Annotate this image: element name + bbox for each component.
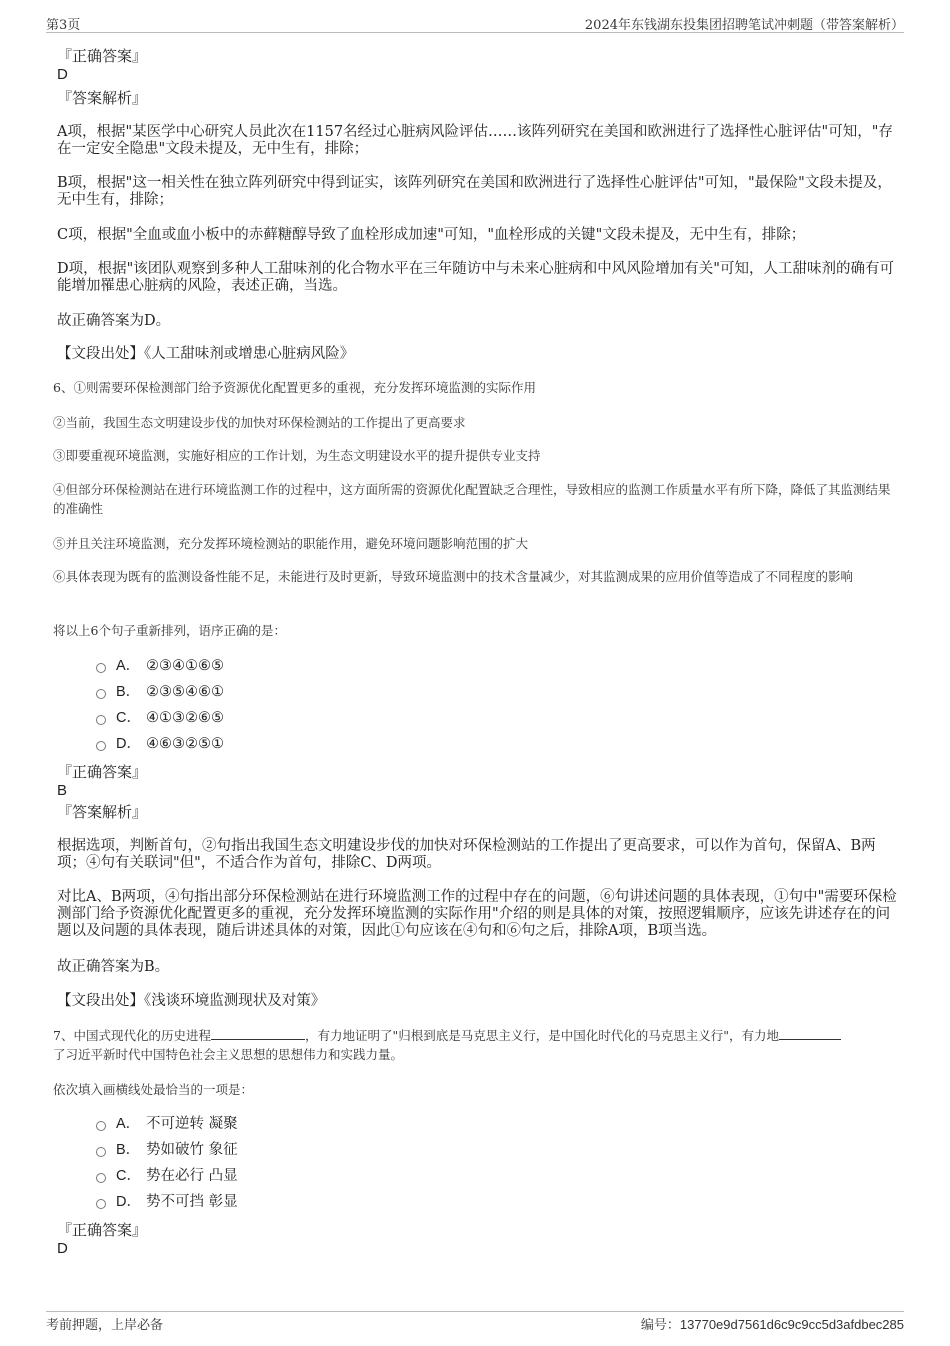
q6-analysis-2: 对比A、B两项，④句指出部分环保检测站在进行环境监测工作的过程中存在的问题，⑥句讲述问题的具体表现，①句中"需要环保检测部门给予资源优化配置更多的重视，充分发挥环境监测的实际作用"介绍的则是具体的对策，按照逻辑顺序，应该先讲述存在的问题以及问题的具体表现，随后讲述具体的对策，因此①句应该在④句和⑥句之后，排除A项，B项当选。: [57, 889, 897, 939]
q5-conclusion: 故正确答案为D。: [57, 313, 171, 329]
q6-answer-label: 『正确答案』: [57, 763, 148, 781]
q6-answer: B: [57, 782, 68, 799]
radio-icon[interactable]: [96, 1121, 106, 1131]
blank-1: [211, 1026, 305, 1040]
footer-id: 编号：13770e9d7561d6c9c9cc5d3afdbec285: [640, 1317, 904, 1333]
q5-analysis-d: D项，根据"该团队观察到多种人工甜味剂的化合物水平在三年随访中与未来心脏病和中风风险增加有关"可知，人工甜味剂的确有可能增加罹患心脏病的风险，表述正确，当选。: [57, 261, 894, 294]
q6-sentence-3: ③即要重视环境监测，实施好相应的工作计划，为生态文明建设水平的提升提供专业支持: [53, 448, 541, 463]
q5-analysis-c: C项，根据"全血或血小板中的赤藓糖醇导致了血栓形成加速"可知，"血栓形成的关键"文段未提及，无中生有，排除；: [57, 227, 806, 243]
q5-answer: D: [57, 66, 68, 83]
q6-sentence-6: ⑥具体表现为既有的监测设备性能不足，未能进行及时更新，导致环境监测中的技术含量减少，对其监测成果的应用价值等造成了不同程度的影响: [53, 569, 854, 584]
q6-conclusion: 故正确答案为B。: [57, 959, 170, 975]
q6-option-d[interactable]: D． ④⑥③②⑤①: [96, 735, 224, 753]
q6-sentence-2: ②当前，我国生态文明建设步伐的加快对环保检测站的工作提出了更高要求: [53, 415, 466, 430]
q5-analysis-a: A项，根据"某医学中心研究人员此次在1157名经过心脏病风险评估……该阵列研究在美国和欧洲进行了选择性心脏评估"可知，"存在一定安全隐患"文段未提及，无中生有，排除；: [57, 124, 893, 157]
q7-option-d[interactable]: D． 势不可挡 彰显: [96, 1193, 238, 1211]
radio-icon[interactable]: [96, 1173, 106, 1183]
q6-sentence-1: 6、①则需要环保检测部门给予资源优化配置更多的重视，充分发挥环境监测的实际作用: [53, 380, 536, 395]
q7-option-b[interactable]: B． 势如破竹 象征: [96, 1141, 238, 1159]
page-number: 第3页: [46, 18, 81, 33]
radio-icon[interactable]: [96, 1199, 106, 1209]
radio-icon[interactable]: [96, 663, 106, 673]
q6-analysis-1: 根据选项，判断首句，②句指出我国生态文明建设步伐的加快对环保检测站的工作提出了更高要求，可以作为首句，保留A、B两项；④句有关联词"但"，不适合作为首句，排除C、D两项。: [57, 838, 876, 871]
q5-answer-label: 『正确答案』: [57, 47, 148, 65]
radio-icon[interactable]: [96, 689, 106, 699]
q6-sentence-4: ④但部分环保检测站在进行环境监测工作的过程中，这方面所需的资源优化配置缺乏合理性，导致相应的监测工作质量水平有所下降，降低了其监测结果的准确性: [53, 482, 891, 516]
q7-stem: 7、中国式现代化的历史进程 ，有力地证明了"归根到底是马克思主义行，是中国化时代化的马克思主义行"，有力地 了习近平新时代中国特色社会主义思想的思想伟力和实践力量。: [53, 1026, 898, 1064]
q7-option-c[interactable]: C． 势在必行 凸显: [96, 1167, 238, 1185]
q7-answer-label: 『正确答案』: [57, 1221, 148, 1239]
blank-2: [779, 1026, 841, 1040]
document-title: 2024年东钱湖东投集团招聘笔试冲刺题（带答案解析）: [584, 18, 904, 33]
footer-slogan: 考前押题，上岸必备: [46, 1318, 164, 1333]
q6-source: 【文段出处】《浅谈环境监测现状及对策》: [57, 993, 326, 1009]
page-footer: [46, 1311, 904, 1346]
q5-analysis-label: 『答案解析』: [57, 89, 148, 107]
q7-prompt: 依次填入画横线处最恰当的一项是：: [53, 1082, 254, 1097]
page-header: [46, 0, 904, 33]
q6-prompt: 将以上6个句子重新排列，语序正确的是：: [53, 623, 286, 638]
q5-analysis-b: B项，根据"这一相关性在独立阵列研究中得到证实，该阵列研究在美国和欧洲进行了选择性心脏评估"可知，"最保险"文段未提及，无中生有，排除；: [57, 175, 892, 208]
radio-icon[interactable]: [96, 1147, 106, 1157]
q6-option-c[interactable]: C． ④①③②⑥⑤: [96, 709, 224, 727]
q7-option-a[interactable]: A． 不可逆转 凝聚: [96, 1115, 238, 1133]
q6-option-a[interactable]: A． ②③④①⑥⑤: [96, 657, 224, 675]
q6-option-b[interactable]: B． ②③⑤④⑥①: [96, 683, 224, 701]
q7-answer: D: [57, 1240, 68, 1257]
q6-sentence-5: ⑤并且关注环境监测，充分发挥环境检测站的职能作用，避免环境问题影响范围的扩大: [53, 536, 529, 551]
radio-icon[interactable]: [96, 741, 106, 751]
radio-icon[interactable]: [96, 715, 106, 725]
q5-source: 【文段出处】《人工甜味剂或增患心脏病风险》: [57, 346, 355, 362]
q6-analysis-label: 『答案解析』: [57, 803, 148, 821]
